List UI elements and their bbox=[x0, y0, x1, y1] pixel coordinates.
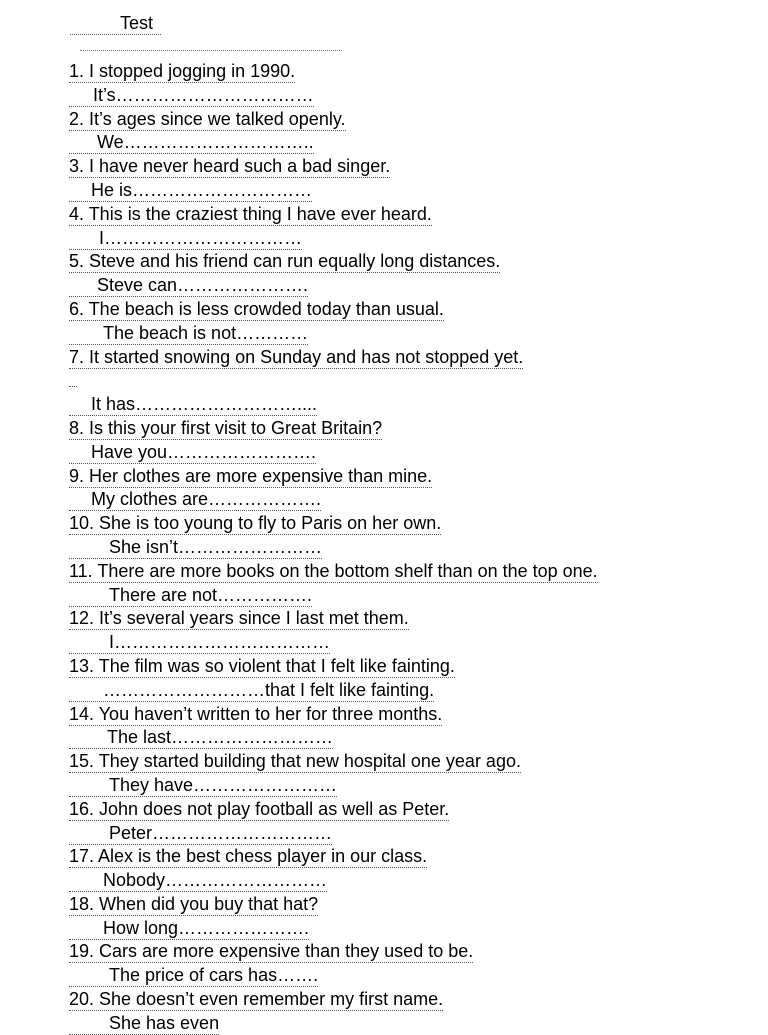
question-row bbox=[0, 511, 768, 535]
answer-row bbox=[0, 963, 768, 987]
answer-row bbox=[0, 487, 768, 511]
answer-row bbox=[0, 535, 768, 559]
question-text: 10. She is too young to fly to Paris on her own. bbox=[69, 513, 442, 534]
question-text: 3. I have never heard such a bad singer. bbox=[69, 156, 391, 177]
question-text: 19. Cars are more expensive than they used to be. bbox=[69, 941, 474, 962]
question-text: 18. When did you buy that hat? bbox=[69, 893, 319, 914]
answer-row bbox=[0, 678, 768, 702]
question-text: 7. It started snowing on Sunday and has not stopped yet. bbox=[69, 346, 524, 367]
question-list bbox=[0, 59, 768, 1035]
question-row bbox=[0, 844, 768, 868]
question-text: 9. Her clothes are more expensive than mine. bbox=[69, 465, 433, 486]
answer-row bbox=[0, 392, 768, 416]
answer-prompt: The last……………………… bbox=[69, 726, 333, 749]
question-text: 6. The beach is less crowded today than usual. bbox=[69, 298, 444, 319]
answer-prompt: She has even bbox=[69, 1012, 219, 1035]
answer-row bbox=[0, 773, 768, 797]
question-text: 1. I stopped jogging in 1990. bbox=[69, 61, 296, 81]
title-underline-rule bbox=[80, 50, 342, 51]
answer-prompt: Have you……………………. bbox=[69, 441, 316, 464]
answer-row bbox=[0, 630, 768, 654]
answer-row bbox=[0, 130, 768, 154]
answer-prompt: ………………………that I felt like fainting. bbox=[69, 679, 434, 702]
answer-prompt: Peter………………………… bbox=[69, 822, 332, 845]
question-text: 16. John does not play football as well as Peter. bbox=[69, 798, 450, 819]
answer-prompt: She isn’t…………………… bbox=[69, 536, 322, 559]
answer-row bbox=[0, 868, 768, 892]
question-row bbox=[0, 559, 768, 583]
answer-prompt: Nobody……………………… bbox=[69, 869, 327, 892]
question-row bbox=[0, 654, 768, 678]
question-row bbox=[0, 987, 768, 1011]
question-text: 8. Is this your first visit to Great Britain? bbox=[69, 417, 383, 438]
question-row bbox=[0, 154, 768, 178]
document-title: Test bbox=[70, 12, 161, 35]
question-row bbox=[0, 107, 768, 131]
answer-row bbox=[0, 916, 768, 940]
question-row bbox=[0, 702, 768, 726]
answer-row bbox=[0, 273, 768, 297]
answer-row bbox=[0, 321, 768, 345]
answer-prompt: It has……………………….... bbox=[69, 393, 317, 416]
question-row bbox=[0, 464, 768, 488]
answer-prompt: They have…………………… bbox=[69, 774, 337, 797]
question-text: 5. Steve and his friend can run equally long distances. bbox=[69, 251, 501, 272]
question-row bbox=[0, 606, 768, 630]
question-text: 15. They started building that new hospital one year ago. bbox=[69, 751, 521, 772]
question-text: 20. She doesn’t even remember my first name. bbox=[69, 989, 444, 1010]
answer-row bbox=[0, 821, 768, 845]
answer-row bbox=[0, 725, 768, 749]
answer-row bbox=[0, 226, 768, 250]
answer-prompt: I…………………………… bbox=[69, 227, 302, 250]
answer-prompt: Steve can…………………. bbox=[69, 274, 308, 297]
answer-prompt: The price of cars has……. bbox=[69, 964, 318, 987]
question-text: 13. The film was so violent that I felt like fainting. bbox=[69, 655, 455, 676]
answer-row bbox=[0, 1011, 768, 1035]
question-row bbox=[0, 345, 768, 369]
question-text: 12. It’s several years since I last met them. bbox=[69, 608, 409, 629]
answer-prompt: We………………………….. bbox=[69, 131, 314, 154]
answer-row bbox=[0, 440, 768, 464]
answer-row bbox=[0, 83, 768, 107]
question-row bbox=[0, 416, 768, 440]
answer-prompt: He is………………………… bbox=[69, 179, 312, 202]
question-row bbox=[0, 749, 768, 773]
question-text: 2. It’s ages since we talked openly. bbox=[69, 108, 346, 129]
question-text: 14. You haven’t written to her for three months. bbox=[69, 703, 443, 724]
question-text: 17. Alex is the best chess player in our class. bbox=[69, 846, 428, 867]
answer-prompt: My clothes are………………. bbox=[69, 488, 321, 511]
answer-prompt: The beach is not………… bbox=[69, 322, 308, 345]
question-row bbox=[0, 939, 768, 963]
answer-prompt: It’s…………………………… bbox=[69, 84, 314, 107]
answer-prompt: There are not……………. bbox=[69, 584, 312, 607]
question-text: 4. This is the craziest thing I have ever heard. bbox=[69, 203, 432, 224]
question-row bbox=[0, 249, 768, 273]
answer-prompt: I……………………………… bbox=[69, 631, 330, 654]
blank-line bbox=[0, 368, 768, 392]
short-dotted-mark bbox=[69, 386, 77, 387]
answer-row bbox=[0, 583, 768, 607]
question-row bbox=[0, 892, 768, 916]
question-row bbox=[0, 797, 768, 821]
question-row bbox=[0, 202, 768, 226]
answer-row bbox=[0, 178, 768, 202]
question-row bbox=[0, 59, 768, 83]
answer-prompt: How long…………………. bbox=[69, 917, 309, 940]
question-row bbox=[0, 297, 768, 321]
question-text: 11. There are more books on the bottom shelf than on the top one. bbox=[69, 560, 598, 581]
